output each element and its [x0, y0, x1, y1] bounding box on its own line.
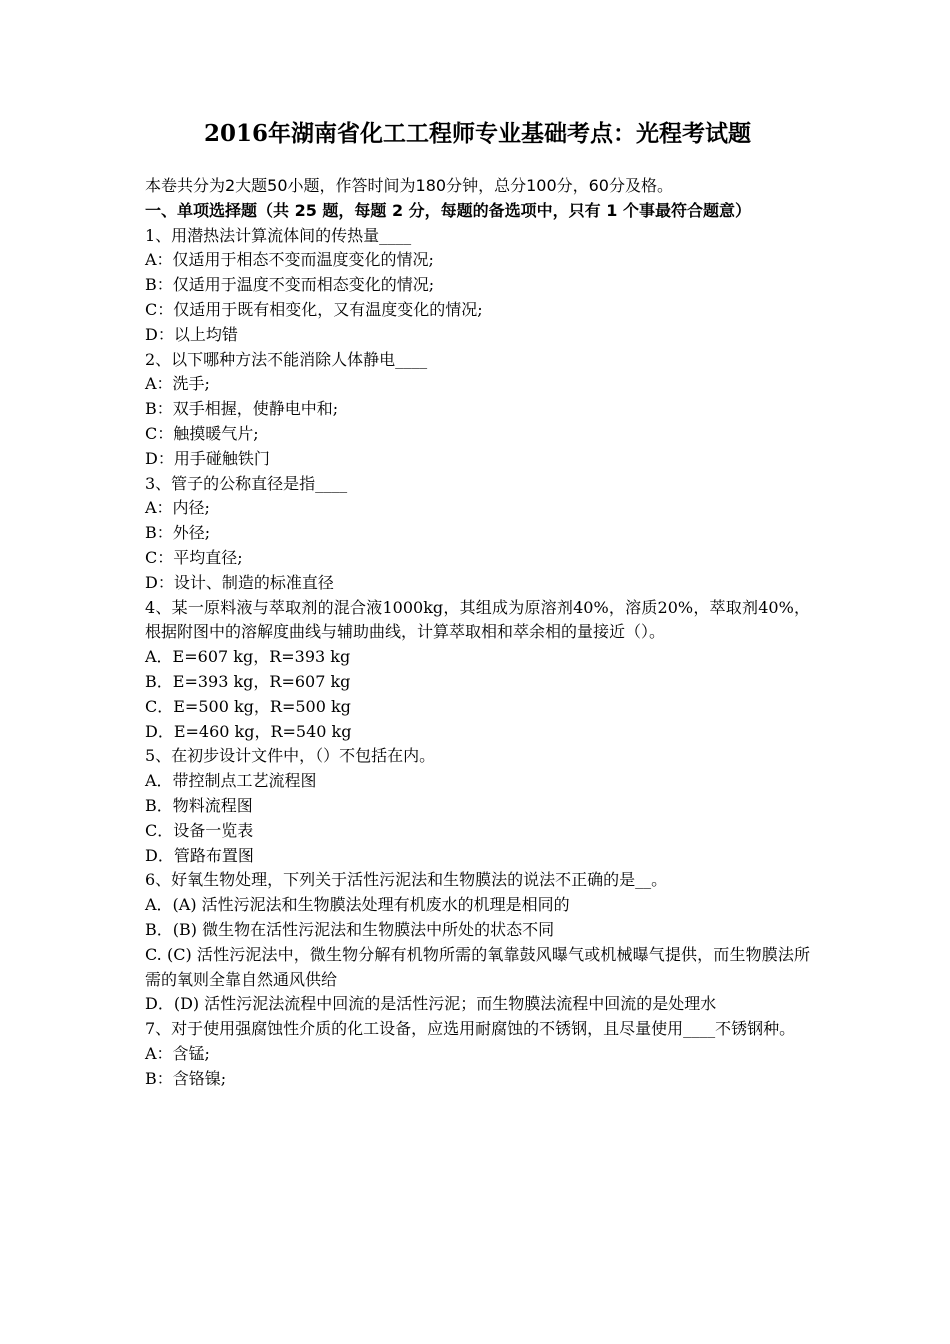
- option-a: A．(A) 活性污泥法和生物膜法处理有机废水的机理是相同的: [145, 895, 570, 915]
- option-d: D．E=460 kg，R=540 kg: [145, 721, 352, 741]
- option-a: A．带控制点工艺流程图: [145, 771, 317, 791]
- option-b: B：外径;: [145, 523, 211, 543]
- option-d: D：以上均错: [145, 324, 238, 344]
- option-a: A：含锰;: [145, 1043, 210, 1063]
- question-stem: 6、好氧生物处理，下列关于活性污泥法和生物膜法的说法不正确的是__。: [145, 870, 668, 890]
- question-stem: 7、对于使用强腐蚀性介质的化工设备，应选用耐腐蚀的不锈钢，且尽量使用____不锈钢种。: [145, 1019, 796, 1039]
- option-c: C：仅适用于既有相变化，又有温度变化的情况;: [145, 299, 483, 319]
- question-1: [145, 224, 810, 348]
- section-heading: 一、单项选择题（共 25 题，每题 2 分，每题的备选项中，只有 1 个事最符合题意）: [145, 200, 751, 220]
- question-stem: 1、用潜热法计算流体间的传热量____: [145, 225, 412, 245]
- option-b: B：仅适用于温度不变而相态变化的情况;: [145, 275, 435, 295]
- option-c: C：平均直径;: [145, 547, 243, 567]
- option-d: D．(D) 活性污泥法流程中回流的是活性污泥；而生物膜法流程中回流的是处理水: [145, 994, 717, 1014]
- exam-intro: 本卷共分为2大题50小题，作答时间为180分钟，总分100分，60分及格。: [145, 176, 673, 195]
- option-d: D：用手碰触铁门: [145, 448, 270, 468]
- option-a: A．E=607 kg，R=393 kg: [145, 647, 351, 667]
- question-stem: 5、在初步设计文件中，（）不包括在内。: [145, 746, 436, 766]
- question-stem: 3、管子的公称直径是指____: [145, 473, 348, 493]
- question-4: [145, 596, 810, 745]
- option-b: B．E=393 kg，R=607 kg: [145, 671, 351, 691]
- option-b: B：双手相握，使静电中和;: [145, 399, 339, 419]
- question-7: [145, 1017, 810, 1091]
- option-c: C：触摸暖气片;: [145, 423, 259, 443]
- option-c: C. (C) 活性污泥法中，微生物分解有机物所需的氧靠鼓风曝气或机械曝气提供，而生物膜法所需的氧则全靠自然通风供给: [145, 944, 810, 989]
- question-6: [145, 868, 810, 1017]
- option-d: D．管路布置图: [145, 845, 254, 865]
- option-c: C．E=500 kg，R=500 kg: [145, 696, 351, 716]
- question-stem: 2、以下哪种方法不能消除人体静电____: [145, 349, 428, 369]
- question-stem: 4、某一原料液与萃取剂的混合液1000kg，其组成为原溶剂40%，溶质20%，萃取剂40%，根据附图中的溶解度曲线与辅助曲线，计算萃取相和萃余相的量接近（）。: [145, 597, 810, 642]
- option-a: A：仅适用于相态不变而温度变化的情况;: [145, 250, 434, 270]
- document-page: [145, 118, 810, 1091]
- question-5: [145, 744, 810, 868]
- page-title: 2016年湖南省化工工程师专业基础考点：光程考试题: [203, 120, 751, 147]
- question-2: [145, 348, 810, 472]
- option-c: C．设备一览表: [145, 820, 254, 840]
- option-d: D：设计、制造的标准直径: [145, 572, 334, 592]
- option-b: B：含铬镍;: [145, 1068, 227, 1088]
- option-a: A：洗手;: [145, 374, 210, 394]
- option-b: B．(B) 微生物在活性污泥法和生物膜法中所处的状态不同: [145, 919, 555, 939]
- question-3: [145, 472, 810, 596]
- option-b: B．物料流程图: [145, 795, 253, 815]
- option-a: A：内径;: [145, 498, 210, 518]
